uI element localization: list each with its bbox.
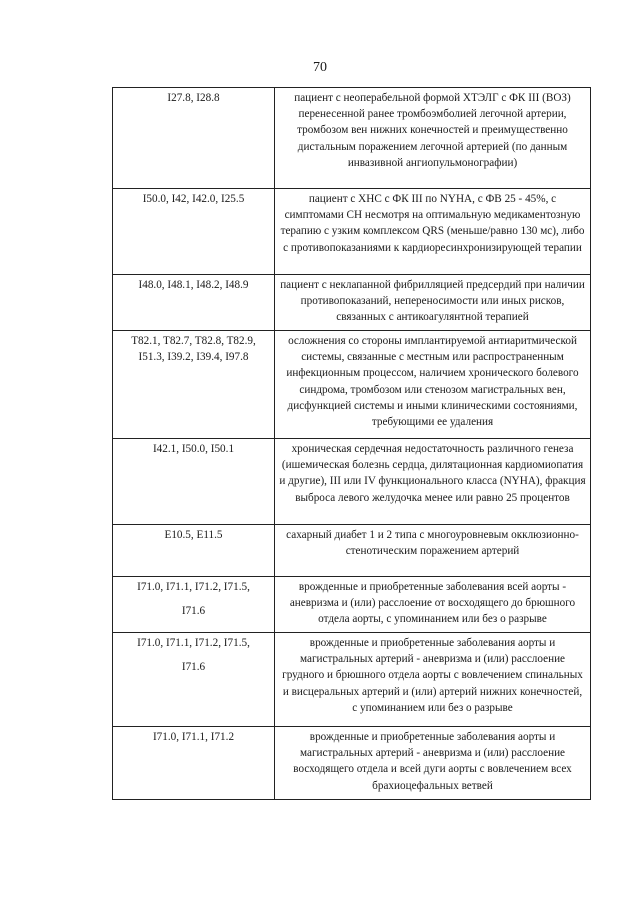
icd-code-cell — [113, 525, 275, 577]
icd-code-cell — [113, 633, 275, 727]
icd-code-cell — [113, 577, 275, 633]
icd-code-line: I71.0, I71.1, I71.2 — [152, 731, 235, 743]
table-row — [113, 275, 591, 331]
icd-code-line: I42.1, I50.0, I50.1 — [152, 443, 235, 455]
icd-code-cell — [113, 331, 275, 439]
table-row — [113, 577, 591, 633]
icd-code-line: I50.0, I42, I42.0, I25.5 — [142, 193, 245, 205]
description-cell: пациент с неоперабельной формой ХТЭЛГ с ФК III (ВОЗ) перенесенной ранее тромбоэмболией легочной артерии, тромбозом вен нижних конечностей и преимущественно дистальным поражением легочной артерией (по данным инвазивной ангиопульмонографии) — [275, 88, 591, 189]
icd-code-cell — [113, 88, 275, 189]
icd-code-line: T82.1, T82.7, T82.8, T82.9, — [131, 335, 256, 347]
table-row — [113, 727, 591, 800]
table-row — [113, 88, 591, 189]
description-cell: сахарный диабет 1 и 2 типа с многоуровневым окклюзионно-стенотическим поражением артерий — [275, 525, 591, 577]
description-cell: врожденные и приобретенные заболевания аорты и магистральных артерий - аневризма и (или) расслоение грудного и брюшного отдела аорты с вовлечением спинальных и висцеральных артерий и (или) артерий нижних конечностей, с упоминанием или без о разрыве — [275, 633, 591, 727]
icd-code-line: I71.0, I71.1, I71.2, I71.5, — [137, 581, 250, 593]
icd-code-line: I27.8, I28.8 — [167, 92, 220, 104]
description-cell: врожденные и приобретенные заболевания всей аорты - аневризма и (или) расслоение от восходящего до брюшного отдела аорты, с упоминанием или без о разрыве — [275, 577, 591, 633]
table-row — [113, 189, 591, 275]
icd-code-cell — [113, 189, 275, 275]
description-cell: хроническая сердечная недостаточность различного генеза (ишемическая болезнь сердца, дилятационная кардиомиопатия и другие), III или IV функционального класса (NYHA), фракция выброса левого желудочка менее или равно 25 процентов — [275, 439, 591, 525]
description-cell: пациент с ХНС с ФК III по NYHA, с ФВ 25 - 45%, с симптомами СН несмотря на оптимальную медикаментозную терапию с узким комплексом QRS (меньше/равно 130 мс), либо с противопоказаниями к кардиоресинхронизирующей терапии — [275, 189, 591, 275]
description-cell: осложнения со стороны имплантируемой антиаритмической системы, связанные с местным или распространенным инфекционным процессом, наличием хронического болевого синдрома, тромбозом или стенозом магистральных вен, дисфункцией системы и иными клиническими состояниями, требующими ее удаления — [275, 331, 591, 439]
table-row — [113, 439, 591, 525]
icd-code-line: I71.6 — [181, 605, 206, 618]
table-row — [113, 633, 591, 727]
icd-code-line: I51.3, I39.2, I39.4, I97.8 — [138, 351, 249, 364]
icd-code-line: I71.0, I71.1, I71.2, I71.5, — [137, 637, 250, 649]
icd-code-cell — [113, 727, 275, 800]
description-cell: пациент с неклапанной фибрилляцией предсердий при наличии противопоказаний, непереносимости или иных рисков, связанных с антикоагулянтной терапией — [275, 275, 591, 331]
icd-code-cell — [113, 439, 275, 525]
icd-code-line: I48.0, I48.1, I48.2, I48.9 — [138, 279, 249, 291]
page-number: 70 — [313, 60, 327, 75]
table-row — [113, 525, 591, 577]
icd-code-line: I71.6 — [181, 661, 206, 674]
icd-code-line: E10.5, E11.5 — [164, 529, 223, 541]
icd-code-cell — [113, 275, 275, 331]
diagnosis-codes-table — [112, 87, 591, 800]
description-cell: врожденные и приобретенные заболевания аорты и магистральных артерий - аневризма и (или) расслоение восходящего отдела и всей дуги аорты с вовлечением всех брахиоцефальных ветвей — [275, 727, 591, 800]
table-row — [113, 331, 591, 439]
